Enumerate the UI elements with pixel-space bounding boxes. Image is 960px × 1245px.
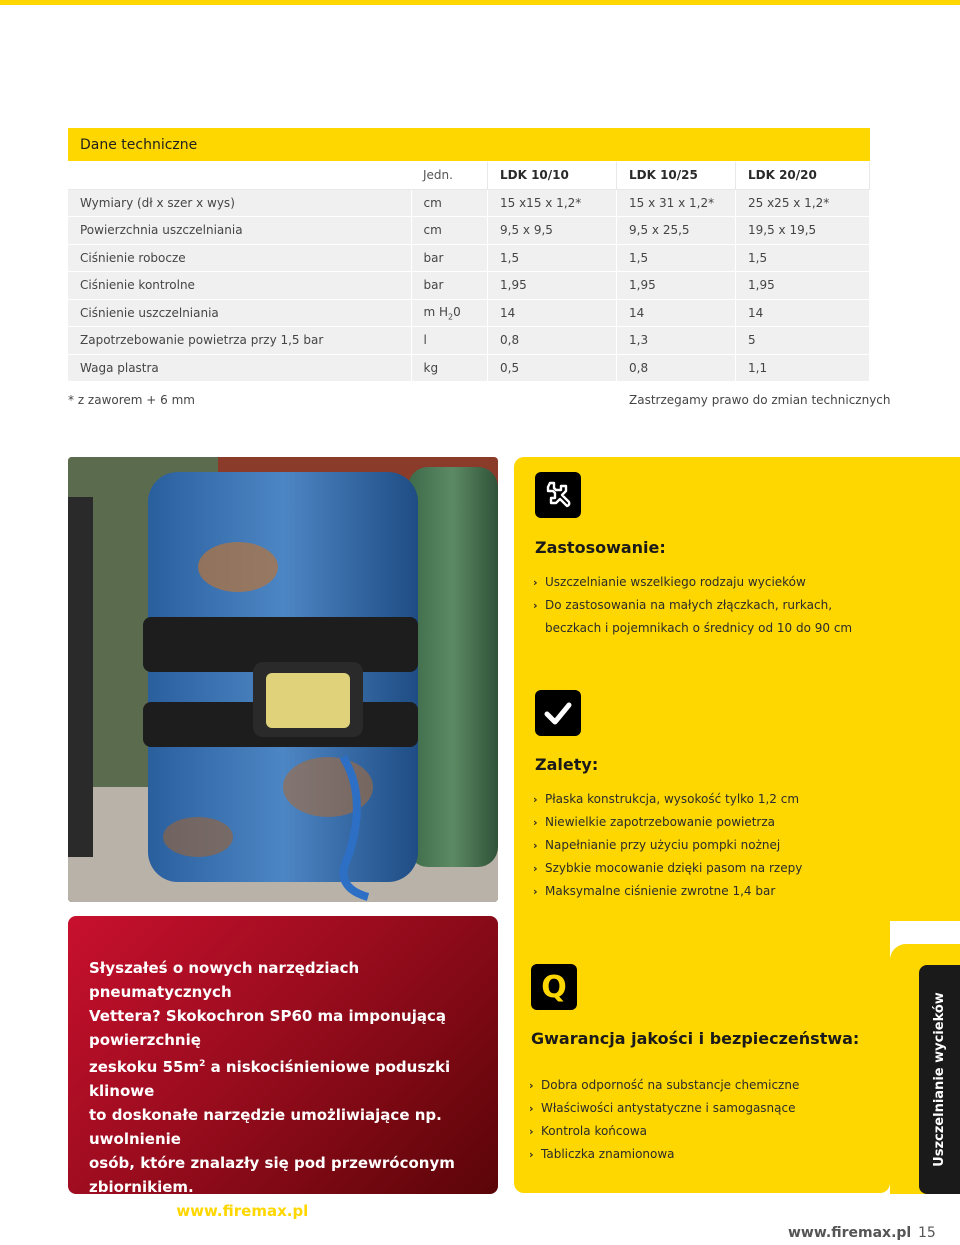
chevron-right-icon: › bbox=[529, 1125, 534, 1138]
row-value: 0,8 bbox=[488, 327, 617, 355]
list-item bbox=[529, 1120, 799, 1143]
table-title-bar bbox=[68, 128, 870, 161]
spec-table bbox=[68, 162, 870, 382]
row-unit: l bbox=[411, 327, 488, 355]
page-number: 15 bbox=[918, 1225, 936, 1241]
list-item-continuation bbox=[533, 617, 852, 640]
row-value: 25 x25 x 1,2* bbox=[736, 189, 870, 217]
header-unit: Jedn. bbox=[411, 162, 488, 189]
table-row bbox=[68, 189, 870, 217]
table-header-row bbox=[68, 162, 870, 189]
promo-line: osób, które znalazły się pod przewróconym bbox=[89, 1154, 455, 1172]
promo-line: zbiornikiem. bbox=[89, 1178, 194, 1196]
row-unit: cm bbox=[411, 189, 488, 217]
row-value: 0,8 bbox=[617, 354, 736, 382]
list-item-text: Szybkie mocowanie dzięki pasom na rzepy bbox=[545, 861, 803, 875]
chevron-right-icon: › bbox=[533, 576, 538, 589]
row-value: 9,5 x 9,5 bbox=[488, 217, 617, 245]
list-item-text: Właściwości antystatyczne i samogasnące bbox=[541, 1101, 796, 1115]
row-unit: kg bbox=[411, 354, 488, 382]
list-item-text: Niewielkie zapotrzebowanie powietrza bbox=[545, 815, 776, 829]
list-item bbox=[533, 880, 802, 903]
unit-suffix: 0 bbox=[453, 304, 461, 319]
quality-letter: Q bbox=[541, 969, 567, 1005]
table-row bbox=[68, 217, 870, 245]
list-item-text: Do zastosowania na małych złączkach, rurkach, bbox=[545, 598, 833, 612]
chevron-right-icon: › bbox=[529, 1102, 534, 1115]
list-item-text: beczkach i pojemnikach o średnicy od 10 do 90 cm bbox=[545, 621, 853, 635]
chevron-right-icon: › bbox=[529, 1079, 534, 1092]
row-label: Ciśnienie uszczelniania bbox=[68, 299, 411, 327]
chevron-right-icon: › bbox=[533, 793, 538, 806]
row-value: 14 bbox=[488, 299, 617, 327]
row-value: 1,5 bbox=[736, 244, 870, 272]
promo-line: Vettera? Skokochron SP60 ma imponującą powierzchnię bbox=[89, 1007, 446, 1049]
list-item bbox=[533, 788, 802, 811]
list-item-text: Płaska konstrukcja, wysokość tylko 1,2 cm bbox=[545, 792, 800, 806]
row-value: 1,5 bbox=[488, 244, 617, 272]
table-row bbox=[68, 354, 870, 382]
chevron-right-icon: › bbox=[533, 862, 538, 875]
list-item bbox=[529, 1143, 799, 1166]
footnote-valve: * z zaworem + 6 mm bbox=[68, 393, 195, 407]
row-label: Powierzchnia uszczelniania bbox=[68, 217, 411, 245]
list-item bbox=[533, 571, 852, 594]
wrench-icon bbox=[535, 472, 581, 518]
promo-line-part: a niskociśnieniowe poduszki klinowe bbox=[89, 1058, 451, 1100]
list-item bbox=[533, 594, 852, 617]
row-value: 1,1 bbox=[736, 354, 870, 382]
advantages-heading: Zalety: bbox=[535, 755, 599, 774]
chevron-right-icon: › bbox=[533, 885, 538, 898]
table-title: Dane techniczne bbox=[80, 136, 198, 153]
row-label: Waga plastra bbox=[68, 354, 411, 382]
side-tab-label: Uszczelnianie wycieków bbox=[932, 992, 947, 1167]
row-value: 1,95 bbox=[736, 272, 870, 300]
list-item bbox=[529, 1097, 799, 1120]
footnote-reservation: Zastrzegamy prawo do zmian technicznych bbox=[629, 393, 891, 407]
promo-more bbox=[89, 1199, 489, 1223]
row-unit: cm bbox=[411, 217, 488, 245]
application-list bbox=[533, 571, 852, 640]
list-item-text: Dobra odporność na substancje chemiczne bbox=[541, 1078, 800, 1092]
list-item-text: Maksymalne ciśnienie zwrotne 1,4 bar bbox=[545, 884, 776, 898]
list-item bbox=[533, 834, 802, 857]
promo-line bbox=[89, 1052, 489, 1103]
application-heading: Zastosowanie: bbox=[535, 538, 666, 557]
promo-superscript: 2 bbox=[199, 1059, 206, 1069]
table-row bbox=[68, 327, 870, 355]
promo-line-part: zeskoku 55m bbox=[89, 1058, 200, 1076]
row-label: Wymiary (dł x szer x wys) bbox=[68, 189, 411, 217]
row-unit: bar bbox=[411, 244, 488, 272]
checkmark-icon bbox=[535, 690, 581, 736]
quality-list bbox=[529, 1074, 799, 1166]
row-unit: bar bbox=[411, 272, 488, 300]
promo-line: Słyszałeś o nowych narzędziach pneumatycznych bbox=[89, 959, 360, 1001]
table-row bbox=[68, 299, 870, 327]
quality-heading: Gwarancja jakości i bezpieczeństwa: bbox=[531, 1029, 860, 1048]
top-accent-strip bbox=[0, 0, 960, 5]
row-value: 14 bbox=[617, 299, 736, 327]
row-value: 15 x 31 x 1,2* bbox=[617, 189, 736, 217]
row-label: Ciśnienie kontrolne bbox=[68, 272, 411, 300]
row-value: 5 bbox=[736, 327, 870, 355]
row-value: 0,5 bbox=[488, 354, 617, 382]
row-value: 1,5 bbox=[617, 244, 736, 272]
chevron-right-icon: › bbox=[533, 839, 538, 852]
list-item bbox=[533, 857, 802, 880]
product-photo bbox=[68, 457, 498, 902]
row-value: 1,95 bbox=[617, 272, 736, 300]
table-row bbox=[68, 272, 870, 300]
chevron-right-icon: › bbox=[533, 816, 538, 829]
promo-more-label: Więcej na bbox=[89, 1202, 177, 1220]
row-value: 1,3 bbox=[617, 327, 736, 355]
header-ldk-10-25: LDK 10/25 bbox=[617, 162, 736, 189]
promo-box bbox=[68, 916, 498, 1220]
row-value: 14 bbox=[736, 299, 870, 327]
row-value: 1,95 bbox=[488, 272, 617, 300]
list-item bbox=[529, 1074, 799, 1097]
list-item-text: Kontrola końcowa bbox=[541, 1124, 648, 1138]
chevron-right-icon: › bbox=[533, 599, 538, 612]
promo-link[interactable]: www.firemax.pl bbox=[176, 1202, 309, 1220]
header-blank bbox=[68, 162, 411, 189]
table-row bbox=[68, 244, 870, 272]
chevron-right-icon: › bbox=[529, 1148, 534, 1161]
list-item-text: Uszczelnianie wszelkiego rodzaju wycieków bbox=[545, 575, 806, 589]
row-unit-water bbox=[411, 299, 488, 327]
row-label: Zapotrzebowanie powietrza przy 1,5 bar bbox=[68, 327, 411, 355]
footer-url[interactable]: www.firemax.pl bbox=[788, 1225, 912, 1241]
row-value: 15 x15 x 1,2* bbox=[488, 189, 617, 217]
row-value: 9,5 x 25,5 bbox=[617, 217, 736, 245]
unit-base: m H bbox=[423, 304, 449, 319]
list-item bbox=[533, 811, 802, 834]
header-ldk-20-20: LDK 20/20 bbox=[736, 162, 870, 189]
promo-text bbox=[89, 956, 489, 1223]
quality-q-icon bbox=[531, 964, 577, 1010]
header-ldk-10-10: LDK 10/10 bbox=[488, 162, 617, 189]
advantages-list bbox=[533, 788, 802, 903]
row-value: 19,5 x 19,5 bbox=[736, 217, 870, 245]
row-label: Ciśnienie robocze bbox=[68, 244, 411, 272]
list-item-text: Tabliczka znamionowa bbox=[541, 1147, 675, 1161]
unit-subscript: 2 bbox=[448, 311, 454, 321]
promo-line: to doskonałe narzędzie umożliwiające np. uwolnienie bbox=[89, 1106, 442, 1148]
list-item-text: Napełnianie przy użyciu pompki nożnej bbox=[545, 838, 781, 852]
side-tab bbox=[919, 965, 960, 1194]
